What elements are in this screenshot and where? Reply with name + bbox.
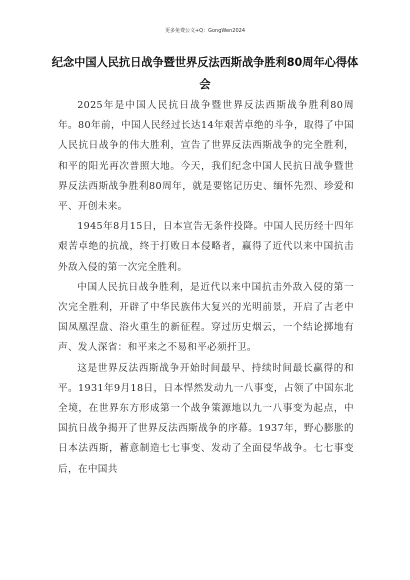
document-body [58, 96, 354, 480]
paragraph: 2025年是中国人民抗日战争暨世界反法西斯战争胜利80周年。80年前，中国人民经过长达14年艰苦卓绝的斗争，取得了中国人民抗日战争的伟大胜利，宣告了世界反法西斯战争的完全胜利，和平的阳光再次普照大地。今天，我们纪念中国人民抗日战争暨世界反法西斯战争胜利80周年，就是要铭记历史、缅怀先烈、珍爱和平、开创未来。 [58, 100, 354, 213]
paragraph: 1945年8月15日，日本宣告无条件投降。中国人民历经十四年艰苦卓绝的抗战，终于打败日本侵略者，赢得了近代以来中国抗击外敌入侵的第一次完全胜利。 [58, 221, 354, 273]
header-note: 更多免费公文+Q：GongWen2024 [164, 28, 246, 34]
paragraph: 中国人民抗日战争胜利，是近代以来中国抗击外敌入侵的第一次完全胜利，开辟了中华民族伟大复兴的光明前景，开启了古老中国凤凰涅盘、浴火重生的新征程。穿过历史烟云，一个结论掷地有声、发人深省：和平来之不易和平必须扞卫。 [58, 281, 354, 354]
paragraph: 这是世界反法西斯战争开始时间最早、持续时间最长赢得的和平。1931年9月18日，日本悍然发动九一八事变，占领了中国东北全境，在世界东方形成第一个战争策源地以九一八事变为起点，中国抗日战争揭开了世界反法西斯战争的序幕。1937年，野心膨胀的日本法西斯，蓄意制造七七事变、发动了全面侵华战争。七七事变后，在中国共 [58, 362, 354, 475]
document-title: 纪念中国人民抗日战争暨世界反法西斯战争胜利80周年心得体会 [51, 56, 359, 91]
